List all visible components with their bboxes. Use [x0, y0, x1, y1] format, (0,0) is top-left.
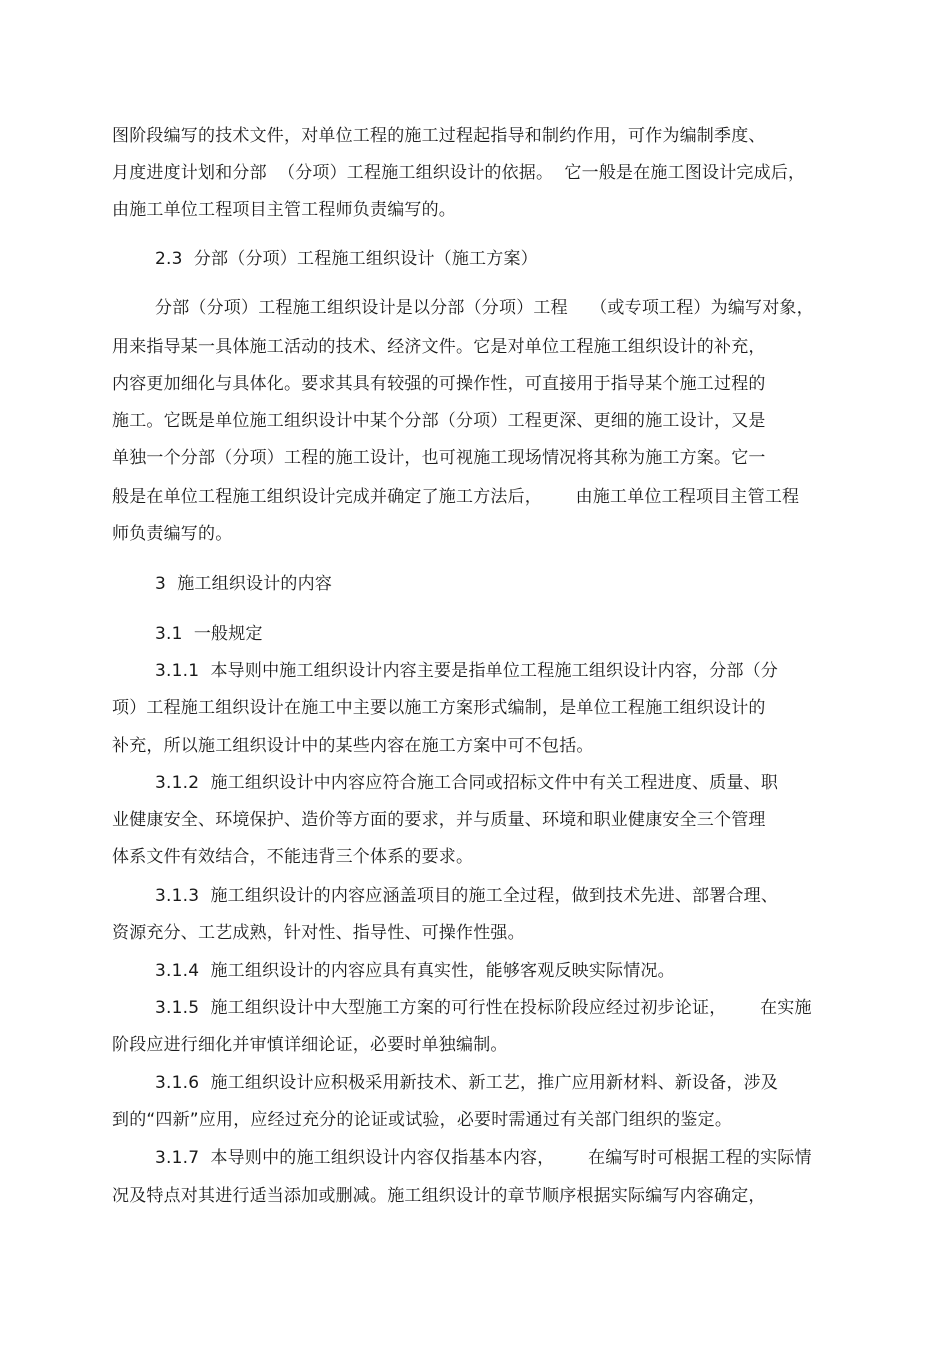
- text-line: 体系文件有效结合，不能违背三个体系的要求。: [112, 847, 474, 867]
- text-line: 图阶段编写的技术文件，对单位工程的施工过程起指导和制约作用，可作为编制季度、: [112, 126, 766, 146]
- text-line: 内容更加细化与具体化。要求其具有较强的可操作性，可直接用于指导某个施工过程的: [112, 374, 766, 394]
- text-line: 阶段应进行细化并审慎详细论证，必要时单独编制。: [112, 1035, 508, 1055]
- text-line: 单独一个分部（分项）工程的施工设计，也可视施工现场情况将其称为施工方案。它一: [112, 448, 766, 468]
- text-line: 3.1.6 施工组织设计应积极采用新技术、新工艺，推广应用新材料、新设备，涉及: [155, 1073, 779, 1093]
- text-line: 补充，所以施工组织设计中的某些内容在施工方案中可不包括。: [112, 736, 594, 756]
- text-line: 施工。它既是单位施工组织设计中某个分部（分项）工程更深、更细的施工设计，又是: [112, 411, 766, 431]
- text-line: 3.1.1 本导则中施工组织设计内容主要是指单位工程施工组织设计内容，分部（分: [155, 661, 779, 681]
- text-line: 般是在单位工程施工组织设计完成并确定了施工方法后， 由施工单位工程项目主管工程: [112, 487, 800, 507]
- text-line: 分部（分项）工程施工组织设计是以分部（分项）工程 （或专项工程）为编写对象，: [155, 298, 814, 318]
- text-line: 用来指导某一具体施工活动的技术、经济文件。它是对单位工程施工组织设计的补充，: [112, 337, 766, 357]
- text-line: 师负责编写的。: [112, 524, 233, 544]
- text-line: 资源充分、工艺成熟，针对性、指导性、可操作性强。: [112, 923, 525, 943]
- text-line: 3.1.7 本导则中的施工组织设计内容仅指基本内容， 在编写时可根据工程的实际情: [155, 1148, 812, 1168]
- text-line: 项）工程施工组织设计在施工中主要以施工方案形式编制，是单位工程施工组织设计的: [112, 698, 766, 718]
- section-heading: 3 施工组织设计的内容: [155, 574, 333, 594]
- text-line: 月度进度计划和分部 （分项）工程施工组织设计的依据。 它一般是在施工图设计完成后，: [112, 163, 806, 183]
- text-line: 3.1.4 施工组织设计的内容应具有真实性，能够客观反映实际情况。: [155, 961, 675, 981]
- text-line: 由施工单位工程项目主管工程师负责编写的。: [112, 200, 456, 220]
- text-line: 到的“四新”应用，应经过充分的论证或试验，必要时需通过有关部门组织的鉴定。: [112, 1110, 733, 1130]
- section-heading: 3.1 一般规定: [155, 624, 263, 644]
- text-line: 况及特点对其进行适当添加或删减。施工组织设计的章节顺序根据实际编写内容确定，: [112, 1186, 766, 1206]
- section-heading: 2.3 分部（分项）工程施工组织设计（施工方案）: [155, 249, 538, 269]
- text-line: 业健康安全、环境保护、造价等方面的要求，并与质量、环境和职业健康安全三个管理: [112, 810, 766, 830]
- text-line: 3.1.3 施工组织设计的内容应涵盖项目的施工全过程，做到技术先进、部署合理、: [155, 886, 779, 906]
- text-line: 3.1.2 施工组织设计中内容应符合施工合同或招标文件中有关工程进度、质量、职: [155, 773, 779, 793]
- text-line: 3.1.5 施工组织设计中大型施工方案的可行性在投标阶段应经过初步论证， 在实施: [155, 998, 812, 1018]
